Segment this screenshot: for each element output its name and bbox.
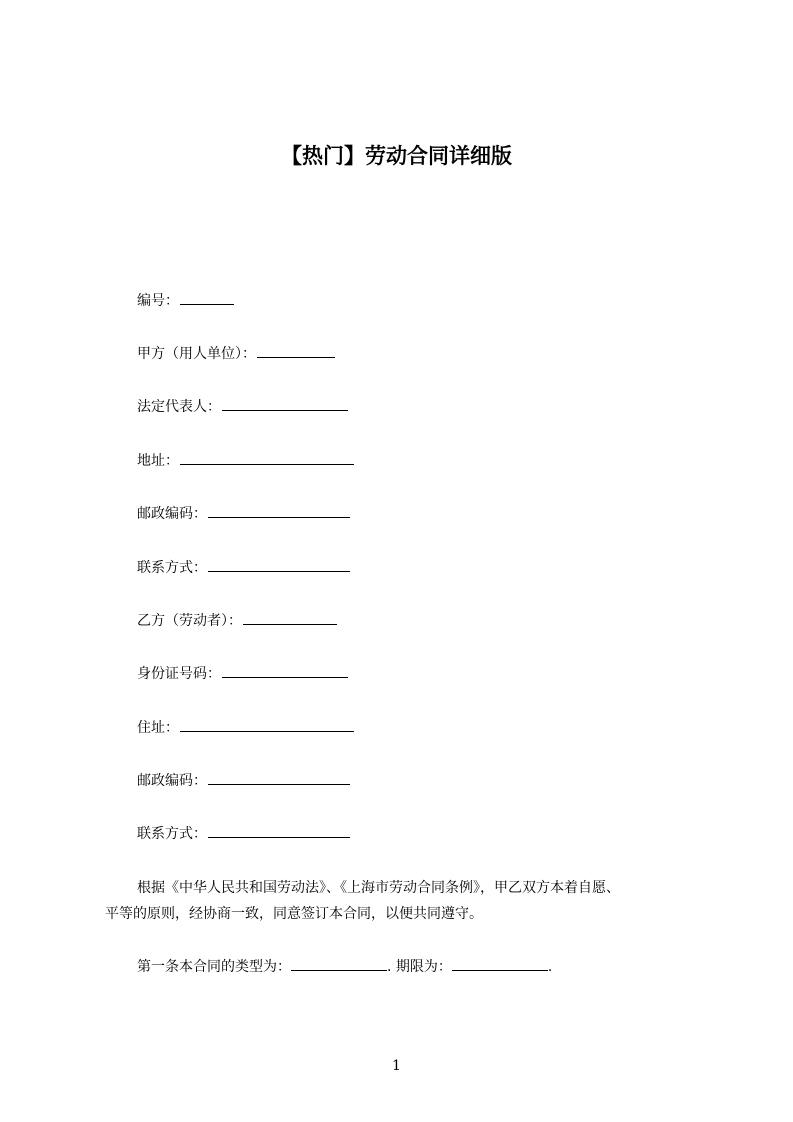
field-label: 乙方（劳动者）： [137, 613, 242, 629]
field-label: 住址： [137, 720, 179, 736]
employee-field [137, 610, 337, 632]
article-1 [137, 956, 552, 978]
preamble-line-2: 平等的原则，经协商一致，同意签订本合同，以便共同遵守。 [105, 906, 483, 922]
employer-contact-field [137, 557, 350, 579]
article-1-end-mark: . [547, 959, 553, 975]
employer-address-field [137, 450, 354, 472]
fill-in-blank [222, 664, 348, 678]
preamble-line-1: 根据《中华人民共和国劳动法》、《上海市劳动合同条例》，甲乙双方本着自愿、 [137, 880, 620, 896]
fill-in-blank [452, 957, 548, 971]
article-1-term-label: . 期限为： [387, 959, 452, 975]
fill-in-blank [257, 344, 335, 358]
fill-in-blank [180, 291, 234, 305]
field-label: 邮政编码： [137, 773, 207, 789]
contract-number-field [137, 290, 234, 312]
employee-address-field [137, 717, 354, 739]
field-label: 身份证号码： [137, 666, 221, 682]
field-label: 邮政编码： [137, 506, 207, 522]
fill-in-blank [180, 718, 354, 732]
field-label: 编号： [137, 293, 179, 309]
employee-postcode-field [137, 770, 350, 792]
employee-contact-field [137, 823, 350, 845]
field-label: 甲方（用人单位）： [137, 346, 256, 362]
article-1-type-label: 第一条本合同的类型为： [137, 959, 291, 975]
field-label: 地址： [137, 453, 179, 469]
employer-postcode-field [137, 503, 350, 525]
field-label: 联系方式： [137, 560, 207, 576]
fill-in-blank [208, 771, 350, 785]
fill-in-blank [208, 824, 350, 838]
fill-in-blank [180, 451, 354, 465]
field-label: 联系方式： [137, 826, 207, 842]
employer-field [137, 343, 335, 365]
fill-in-blank [291, 957, 387, 971]
legal-representative-field [137, 396, 348, 418]
fill-in-blank [222, 397, 348, 411]
page-number: 1 [392, 1058, 401, 1074]
fill-in-blank [243, 611, 337, 625]
fill-in-blank [208, 504, 350, 518]
id-number-field [137, 663, 348, 685]
fill-in-blank [208, 558, 350, 572]
field-label: 法定代表人： [137, 399, 221, 415]
document-title: 【热门】劳动合同详细版 [281, 144, 512, 168]
